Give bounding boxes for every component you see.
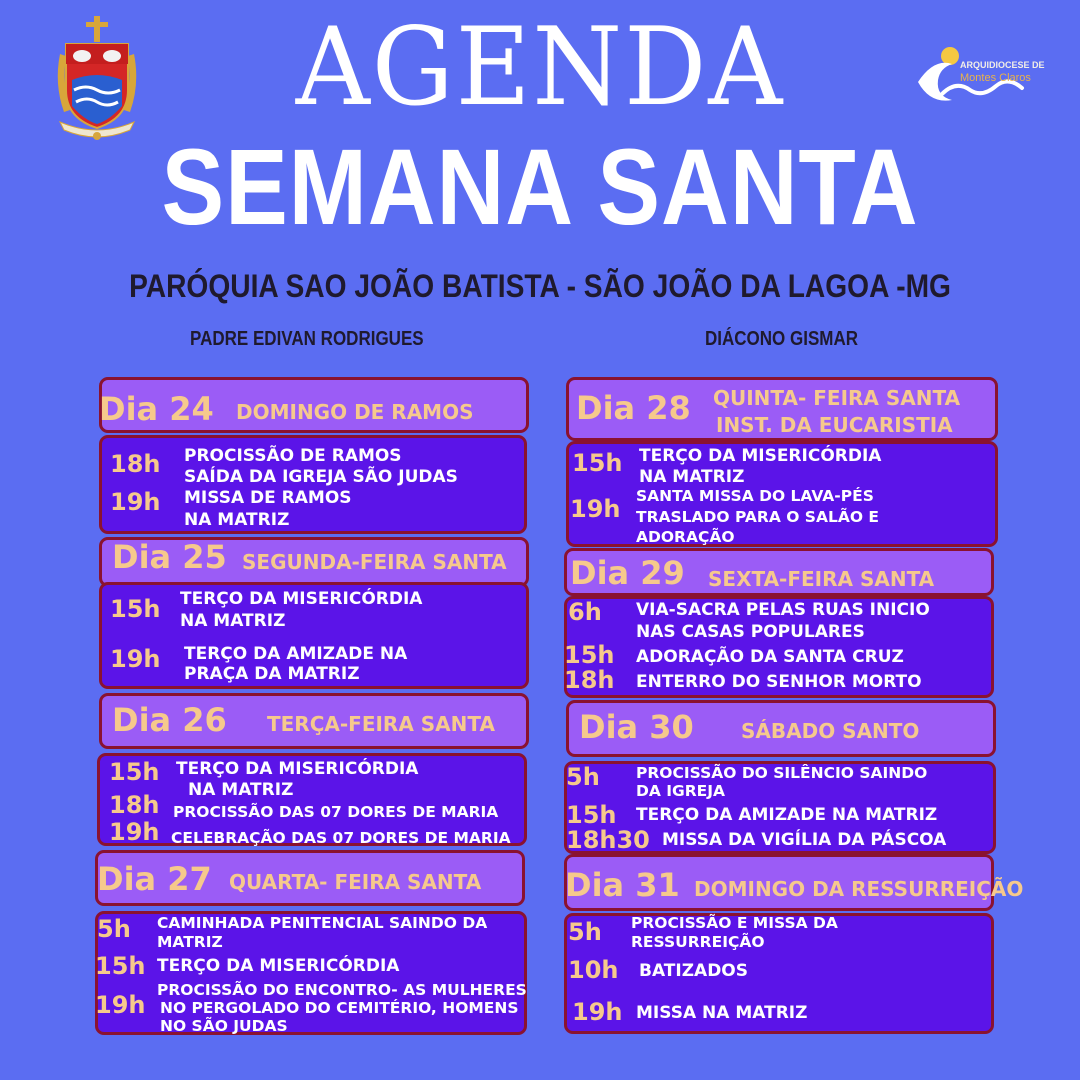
event-description: CELEBRAÇÃO DAS 07 DORES DE MARIA bbox=[171, 829, 511, 847]
event-description: ENTERRO DO SENHOR MORTO bbox=[636, 672, 922, 692]
event-description: TERÇO DA MISERICÓRDIA bbox=[157, 956, 400, 976]
event-description: NA MATRIZ bbox=[180, 611, 286, 631]
event-description: ADORAÇÃO DA SANTA CRUZ bbox=[636, 647, 904, 667]
event-time: 15h bbox=[566, 801, 617, 829]
day-name: SEXTA-FEIRA SANTA bbox=[708, 567, 935, 591]
event-description: VIA-SACRA PELAS RUAS INICIO bbox=[636, 600, 930, 620]
event-description: MISSA DE RAMOS bbox=[184, 488, 352, 508]
day-number: Dia 30 bbox=[579, 708, 694, 746]
day-name: SEGUNDA-FEIRA SANTA bbox=[242, 550, 507, 574]
event-description: NO SÃO JUDAS bbox=[160, 1017, 288, 1035]
event-time: 5h bbox=[566, 763, 600, 791]
day-name: DOMINGO DA RESSURREIÇÃO bbox=[694, 877, 1024, 901]
event-time: 15h bbox=[572, 449, 623, 477]
event-time: 18h bbox=[564, 666, 615, 694]
event-description: NAS CASAS POPULARES bbox=[636, 622, 865, 642]
event-description: CAMINHADA PENITENCIAL SAINDO DA bbox=[157, 914, 488, 932]
title-semana-santa: SEMANA SANTA bbox=[161, 126, 919, 247]
archdiocese-name-line1: ARQUIDIOCESE DE bbox=[960, 60, 1045, 70]
event-description: TRASLADO PARA O SALÃO E bbox=[636, 508, 880, 526]
event-time: 18h bbox=[109, 791, 160, 819]
event-description: ADORAÇÃO bbox=[636, 528, 735, 546]
event-time: 6h bbox=[568, 598, 602, 626]
event-time: 15h bbox=[95, 952, 146, 980]
event-description: PROCISSÃO DAS 07 DORES DE MARIA bbox=[173, 803, 499, 821]
event-description: PROCISSÃO DO SILÊNCIO SAINDO bbox=[636, 764, 928, 782]
day-number: Dia 25 bbox=[112, 538, 227, 576]
event-time: 5h bbox=[97, 915, 131, 943]
day-number: Dia 26 bbox=[112, 701, 227, 739]
event-description: PROCISSÃO DE RAMOS bbox=[184, 446, 402, 466]
event-time: 18h30 bbox=[566, 826, 650, 854]
event-description: MISSA NA MATRIZ bbox=[636, 1003, 808, 1023]
event-time: 19h bbox=[110, 645, 161, 673]
event-description: TERÇO DA MISERICÓRDIA bbox=[639, 446, 882, 466]
event-time: 19h bbox=[95, 991, 146, 1019]
event-description: SAÍDA DA IGREJA SÃO JUDAS bbox=[184, 467, 458, 487]
day-number: Dia 24 bbox=[99, 390, 214, 428]
event-description: PROCISSÃO E MISSA DA bbox=[631, 914, 838, 932]
event-time: 15h bbox=[110, 595, 161, 623]
title-agenda: AGENDA bbox=[295, 5, 785, 130]
event-description: MATRIZ bbox=[157, 933, 223, 951]
day-name: DOMINGO DE RAMOS bbox=[236, 400, 474, 424]
event-time: 19h bbox=[109, 818, 160, 846]
day-name: INST. DA EUCARISTIA bbox=[716, 413, 953, 437]
event-time: 19h bbox=[570, 495, 621, 523]
event-description: TERÇO DA MISERICÓRDIA bbox=[180, 589, 423, 609]
day-number: Dia 28 bbox=[576, 389, 691, 427]
archdiocese-name-line2: Montes Claros bbox=[960, 72, 1031, 84]
event-description: NA MATRIZ bbox=[184, 510, 290, 530]
event-description: TERÇO DA AMIZADE NA bbox=[184, 644, 408, 664]
event-description: NO PERGOLADO DO CEMITÉRIO, HOMENS bbox=[160, 999, 519, 1017]
event-time: 19h bbox=[110, 488, 161, 516]
event-time: 15h bbox=[109, 758, 160, 786]
event-description: DA IGREJA bbox=[636, 782, 726, 800]
event-time: 19h bbox=[572, 998, 623, 1026]
event-description: RESSURREIÇÃO bbox=[631, 933, 765, 951]
day-name: QUARTA- FEIRA SANTA bbox=[229, 870, 482, 894]
day-number: Dia 31 bbox=[565, 866, 680, 904]
event-time: 15h bbox=[564, 641, 615, 669]
event-description: BATIZADOS bbox=[639, 961, 749, 981]
event-description: MISSA DA VIGÍLIA DA PÁSCOA bbox=[662, 830, 947, 850]
day-name: QUINTA- FEIRA SANTA bbox=[713, 386, 961, 410]
day-number: Dia 29 bbox=[570, 554, 685, 592]
event-time: 10h bbox=[568, 956, 619, 984]
event-description: TERÇO DA MISERICÓRDIA bbox=[176, 759, 419, 779]
day-name: SÁBADO SANTO bbox=[741, 719, 920, 743]
deacon-name: DIÁCONO GISMAR bbox=[705, 328, 858, 350]
event-description: PROCISSÃO DO ENCONTRO- AS MULHERES bbox=[157, 981, 527, 999]
event-time: 5h bbox=[568, 918, 602, 946]
day-name: TERÇA-FEIRA SANTA bbox=[267, 712, 495, 736]
parish-subtitle: PARÓQUIA SAO JOÃO BATISTA - SÃO JOÃO DA LAGOA -MG bbox=[129, 268, 951, 304]
event-description: TERÇO DA AMIZADE NA MATRIZ bbox=[636, 805, 938, 825]
event-description: SANTA MISSA DO LAVA-PÉS bbox=[636, 487, 874, 505]
event-description: NA MATRIZ bbox=[188, 780, 294, 800]
event-time: 18h bbox=[110, 450, 161, 478]
event-description: PRAÇA DA MATRIZ bbox=[184, 664, 360, 684]
priest-name: PADRE EDIVAN RODRIGUES bbox=[190, 328, 424, 350]
day-number: Dia 27 bbox=[97, 860, 212, 898]
event-description: NA MATRIZ bbox=[639, 467, 745, 487]
